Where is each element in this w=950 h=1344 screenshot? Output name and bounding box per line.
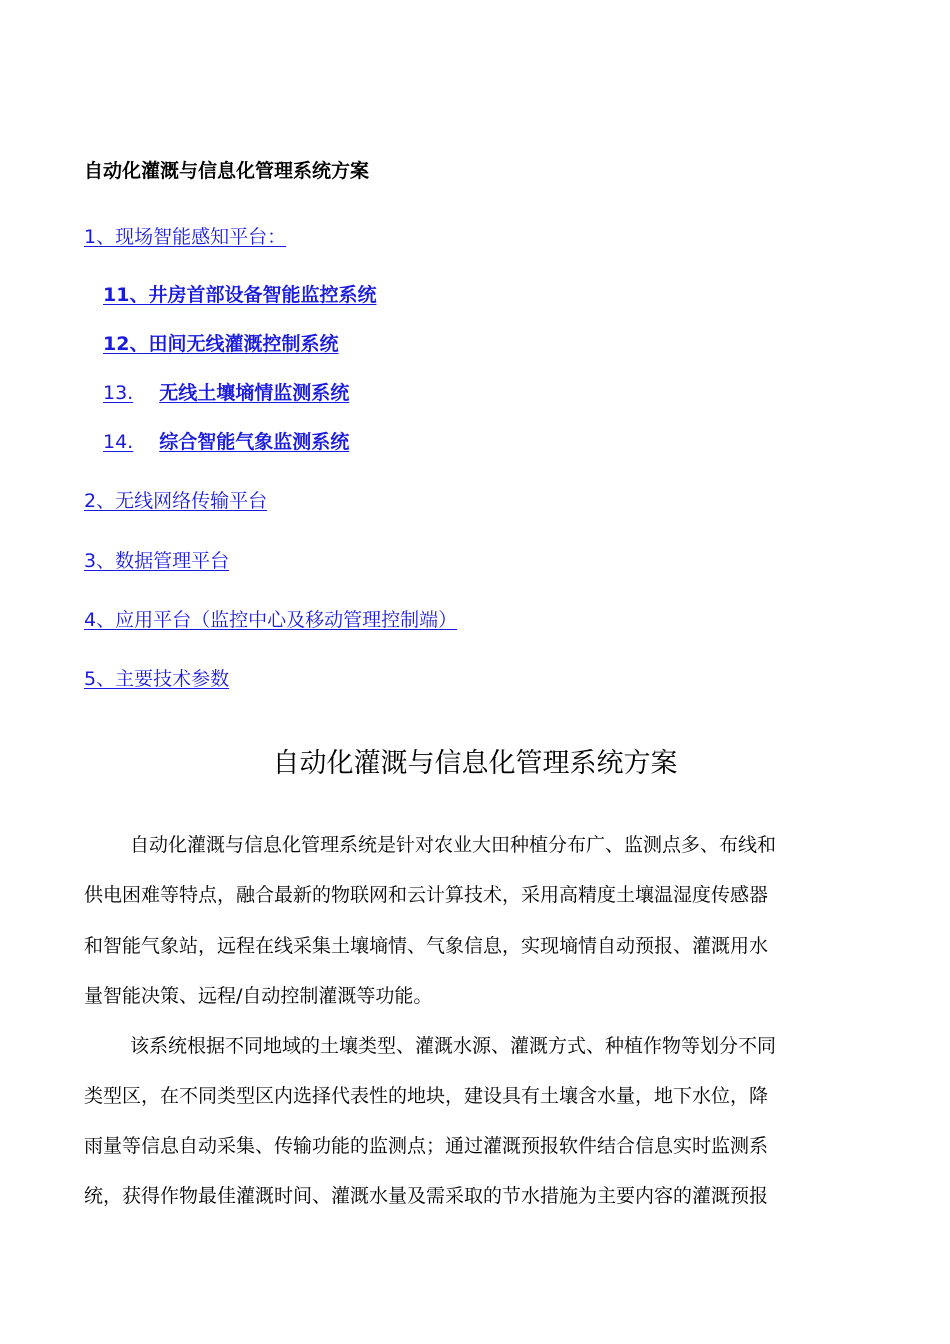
toc-title: 自动化灌溉与信息化管理系统方案: [84, 160, 370, 182]
toc-link-1-3[interactable]: [103, 378, 349, 405]
paragraph-1-line-4: 量智能决策、远程/自动控制灌溉等功能。: [84, 985, 433, 1007]
toc-link-3[interactable]: 3、数据管理平台: [84, 550, 230, 572]
toc-link-1[interactable]: 1、现场智能感知平台：: [84, 226, 287, 248]
toc-link-1-4-number: 14.: [103, 431, 134, 453]
paragraph-2-line-2: 类型区，在不同类型区内选择代表性的地块，建设具有土壤含水量，地下水位，降: [84, 1085, 769, 1107]
toc-link-1-4[interactable]: [103, 427, 349, 454]
toc-link-1-3-label: 无线土壤墒情监测系统: [159, 382, 350, 404]
toc-link-1-3-number: 13.: [103, 382, 134, 404]
document-title: 自动化灌溉与信息化管理系统方案: [272, 748, 678, 779]
toc-link-1-4-label: 综合智能气象监测系统: [159, 431, 350, 453]
paragraph-1-line-2: 供电困难等特点，融合最新的物联网和云计算技术，采用高精度土壤温湿度传感器: [84, 884, 769, 906]
paragraph-2-line-3: 雨量等信息自动采集、传输功能的监测点；通过灌溉预报软件结合信息实时监测系: [84, 1135, 769, 1157]
toc-link-1-2[interactable]: 12、田间无线灌溉控制系统: [103, 333, 339, 355]
toc-link-4[interactable]: 4、应用平台（监控中心及移动管理控制端）: [84, 609, 458, 631]
paragraph-2-line-4: 统，获得作物最佳灌溉时间、灌溉水量及需采取的节水措施为主要内容的灌溉预报: [84, 1185, 769, 1207]
paragraph-2-line-1: 该系统根据不同地域的土壤类型、灌溉水源、灌溉方式、种植作物等划分不同: [130, 1035, 777, 1057]
toc-link-2[interactable]: 2、无线网络传输平台: [84, 490, 268, 512]
paragraph-1-line-1: 自动化灌溉与信息化管理系统是针对农业大田种植分布广、监测点多、布线和: [130, 834, 777, 856]
toc-link-5[interactable]: 5、主要技术参数: [84, 668, 230, 690]
paragraph-1-line-3: 和智能气象站，远程在线采集土壤墒情、气象信息，实现墒情自动预报、灌溉用水: [84, 935, 769, 957]
toc-link-1-1[interactable]: 11、井房首部设备智能监控系统: [103, 284, 377, 306]
